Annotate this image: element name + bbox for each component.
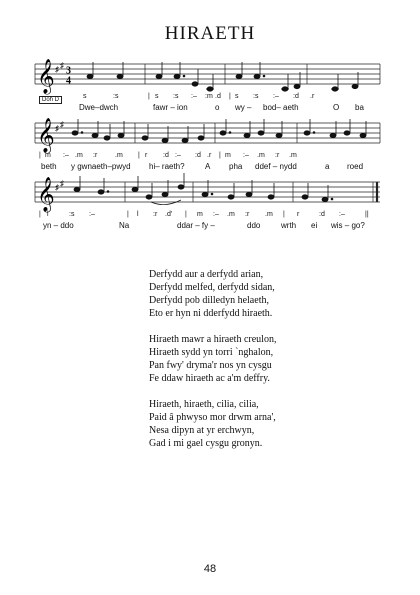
solfa-syllable: :s — [253, 93, 259, 100]
notes-3 — [74, 173, 333, 205]
staff-2 — [35, 117, 380, 157]
key-signature-label: Doh D — [39, 96, 62, 104]
lyric: wis – go? — [331, 221, 365, 230]
page-number: 48 — [203, 563, 217, 575]
solfa-syllable: .r — [207, 152, 212, 159]
solfa-syllable: :d — [195, 152, 201, 159]
solfa-syllable: l — [137, 211, 139, 218]
staff-3 — [35, 176, 380, 216]
lyric: ddo — [247, 221, 261, 230]
solfa-syllable: :m — [205, 93, 213, 100]
lyric: ba — [355, 103, 364, 112]
lyric: hi– raeth? — [149, 162, 185, 171]
poem-line: Fe ddaw hiraeth ac a'm deffry. — [149, 373, 270, 384]
lyric: Dwe–dwch — [79, 103, 119, 112]
sharp-icon: ♯ — [60, 120, 64, 129]
time-sig-top: 3 — [66, 65, 71, 77]
lyric: ddar – fy – — [177, 221, 215, 230]
solfa-line-2: | m :– .m :r .m | r :d :– :d .r | m :– .m :r .m — [39, 152, 297, 159]
lyrics-line-3 — [35, 221, 380, 233]
lyric: roed — [347, 162, 364, 171]
solfa-syllable: :– — [175, 152, 181, 159]
solfa-syllable: :s — [69, 211, 75, 218]
solfa-syllable: m — [225, 152, 231, 159]
treble-clef-icon: 𝄞 — [37, 59, 55, 94]
lyric: y gwnaeth–pwyd — [71, 162, 131, 171]
solfa-syllable: :– — [63, 152, 69, 159]
notes-1 — [87, 62, 358, 91]
sharp-icon: ♯ — [55, 65, 59, 74]
solfa-syllable: .m — [257, 152, 265, 159]
time-sig-bottom: 4 — [66, 75, 71, 87]
solfa-syllable: r — [145, 152, 148, 159]
music-system-2 — [35, 117, 380, 177]
solfa-syllable: :– — [273, 93, 279, 100]
poem — [149, 268, 389, 463]
lyric: yn – ddo — [43, 221, 74, 230]
poem-line: Derfydd aur a derfydd arian, — [149, 269, 264, 280]
solfa-syllable: :– — [191, 93, 197, 100]
lyric: wrth — [281, 221, 297, 230]
sharp-icon: ♯ — [60, 179, 64, 188]
solfa-syllable: .r — [310, 93, 315, 100]
stanza-2 — [149, 333, 389, 385]
solfa-syllable: :– — [213, 211, 219, 218]
poem-line: Derfydd melfed, derfydd sidan, — [149, 282, 275, 293]
solfa-syllable: :r — [245, 211, 250, 218]
poem-line: Eto er hyn ni dderfydd hiraeth. — [149, 308, 273, 319]
treble-clef-icon: 𝄞 — [37, 177, 55, 212]
sharp-icon: ♯ — [60, 61, 64, 70]
lyric: Na — [119, 221, 130, 230]
solfa-syllable: :d — [163, 152, 169, 159]
solfa-syllable: :r — [153, 211, 158, 218]
solfa-syllable: :– — [243, 152, 249, 159]
solfa-syllable: l — [47, 211, 49, 218]
poem-line: Hiraeth mawr a hiraeth creulon, — [149, 334, 277, 345]
poem-line: Hiraeth sydd yn torri `nghalon, — [149, 347, 274, 358]
sharp-icon: ♯ — [55, 124, 59, 133]
solfa-syllable: .m — [289, 152, 297, 159]
lyric: A — [205, 162, 211, 171]
poem-line: Gad i mi gael cysgu gronyn. — [149, 438, 263, 449]
lyric: o — [215, 103, 220, 112]
solfa-syllable: :– — [339, 211, 345, 218]
music-system-1 — [35, 58, 380, 118]
solfa-syllable: :s — [173, 93, 179, 100]
poem-line: Derfydd pob dilledyn helaeth, — [149, 295, 269, 306]
solfa-line-1: s :s | s :s :– :m .d | s :s :– :d .r — [83, 93, 315, 100]
solfa-syllable: s — [235, 93, 239, 100]
solfa-syllable: :r — [93, 152, 98, 159]
solfa-syllable: .m — [227, 211, 235, 218]
notes-2 — [72, 119, 366, 143]
music-system-3 — [35, 176, 380, 236]
lyric: fawr – ion — [153, 103, 188, 112]
song-title: HIRAETH — [164, 23, 256, 44]
lyric: bod– aeth — [263, 103, 299, 112]
lyric: a — [325, 162, 330, 171]
solfa-syllable: :d — [293, 93, 299, 100]
solfa-syllable: .m — [115, 152, 123, 159]
lyric: wy – — [235, 103, 252, 112]
solfa-syllable: :d — [319, 211, 325, 218]
solfa-syllable: .m — [75, 152, 83, 159]
lyrics-line-1 — [35, 103, 380, 115]
treble-clef-icon: 𝄞 — [37, 118, 55, 153]
solfa-syllable: s — [155, 93, 159, 100]
solfa-syllable: :– — [89, 211, 95, 218]
lyric: ddef – nydd — [255, 162, 297, 171]
poem-line: Paid â phwyso mor drwm arna', — [149, 412, 276, 423]
lyric: ei — [311, 221, 318, 230]
stanza-3 — [149, 398, 389, 450]
stanza-1 — [149, 268, 389, 320]
lyric: beth — [41, 162, 57, 171]
solfa-line-3: | l :s :– | l :r .d' | m :– .m :r .m | r :d :– || — [39, 211, 369, 218]
solfa-syllable: :s — [113, 93, 119, 100]
poem-line: Hiraeth, hiraeth, cilia, cilia, — [149, 399, 259, 410]
solfa-syllable: s — [83, 93, 87, 100]
staff-1 — [35, 58, 380, 98]
solfa-syllable: .m — [265, 211, 273, 218]
solfa-syllable: .d — [215, 93, 221, 100]
sharp-icon: ♯ — [55, 183, 59, 192]
solfa-syllable: m — [197, 211, 203, 218]
lyric: pha — [229, 162, 243, 171]
solfa-syllable: :r — [275, 152, 280, 159]
solfa-syllable: .d' — [165, 211, 173, 218]
solfa-syllable: r — [297, 211, 300, 218]
lyric: O — [333, 103, 340, 112]
poem-line: Nesa dipyn at yr erchwyn, — [149, 425, 255, 436]
solfa-syllable: m — [45, 152, 51, 159]
poem-line: Pan fwy' dryma'r nos yn cysgu — [149, 360, 272, 371]
lyrics-line-2 — [35, 162, 380, 174]
